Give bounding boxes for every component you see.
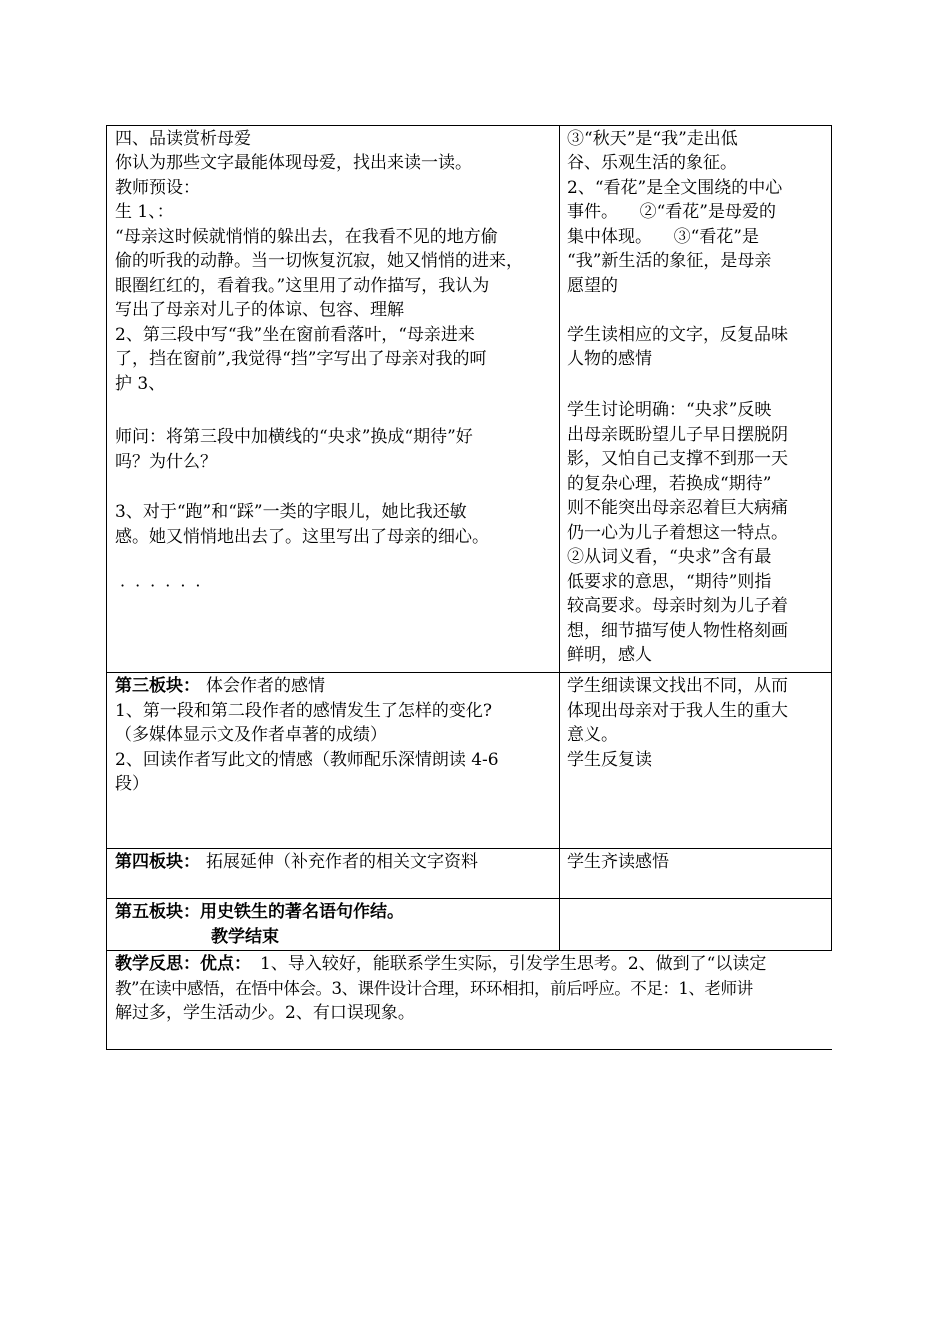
right-line-13: 的复杂心理，若换成“期待”	[567, 474, 772, 494]
right-line-8: 学生读相应的文字，反复品味	[567, 325, 788, 345]
block-3-right-line-3: 意义。	[567, 725, 618, 745]
row-divider-2	[106, 848, 832, 849]
student-1-label: 生 1、：	[115, 202, 174, 222]
quote-line-3: 眼圈红红的，看着我。”这里用了动作描写，我认为	[115, 276, 490, 296]
right-line-11: 出母亲既盼望儿子早日摆脱阴	[567, 425, 788, 445]
block-3-right-line-2: 体现出母亲对于我人生的重大	[567, 701, 788, 721]
right-line-9: 人物的感情	[567, 349, 652, 369]
right-line-1: ③“秋天”是“我”走出低	[567, 129, 738, 149]
point-2-line-2: 了，挡在窗前”,我觉得“挡”字写出了母亲对我的呵	[115, 349, 487, 369]
point-3-line-2: 感。她又悄悄地出去了。这里写出了母亲的细心。	[115, 527, 489, 547]
row-divider-3	[106, 898, 832, 899]
quote-line-4: 写出了母亲对儿子的体谅、包容、理解	[115, 300, 404, 320]
right-line-20: 鲜明，感人	[567, 645, 652, 665]
block-3-title: 体会作者的感情	[206, 676, 325, 696]
right-line-18: 较高要求。母亲时刻为儿子着	[567, 596, 788, 616]
block-3-right-line-1: 学生细读课文找出不同，从而	[567, 676, 788, 696]
block-3-line-3: 2、回读作者写此文的情感（教师配乐深情朗读 4-6	[115, 750, 499, 770]
right-line-5: 集中体现。 ③“看花”是	[567, 227, 759, 247]
reflection-line-2: 教”在读中感悟，在悟中体会。3、课件设计合理，环环相扣，前后呼应。不足：1、老师讲	[115, 979, 753, 998]
table-bottom-border	[106, 1049, 832, 1050]
right-line-10: 学生讨论明确：“央求”反映	[567, 400, 772, 420]
block-3-right-line-4: 学生反复读	[567, 750, 652, 770]
ellipsis-dots: ······	[120, 576, 211, 595]
row-divider-1	[106, 672, 832, 673]
point-2-line-3: 护 3、	[115, 374, 166, 394]
prompt-text: 你认为那些文字最能体现母爱，找出来读一读。	[115, 153, 472, 173]
reflection-line-1: 1、导入较好，能联系学生实际，引发学生思考。2、做到了“以读定	[260, 954, 767, 974]
preset-label: 教师预设：	[115, 178, 200, 198]
right-line-19: 想，细节描写使人物性格刻画	[567, 621, 788, 641]
right-line-15: 仍一心为儿子着想这一特点。	[567, 523, 788, 543]
block-3-line-4: 段）	[115, 774, 149, 794]
block-3-line-2: （多媒体显示文及作者卓著的成绩）	[115, 725, 387, 745]
right-line-17: 低要求的意思，“期待”则指	[567, 572, 772, 592]
teacher-question-line-1: 师问：将第三段中加横线的“央求”换成“期待”好	[115, 427, 473, 447]
right-line-6: “我”新生活的象征，是母亲	[567, 251, 772, 271]
lesson-end-text: 教学结束	[211, 927, 279, 947]
teacher-question-line-2: 吗？为什么？	[115, 452, 217, 472]
reflection-label: 教学反思：优点：	[115, 954, 251, 974]
right-line-12: 影，又怕自己支撑不到那一天	[567, 449, 788, 469]
point-3-line-1: 3、对于“跑”和“踩”一类的字眼儿，她比我还敏	[115, 502, 467, 522]
reflection-line-3: 解过多，学生活动少。2、有口误现象。	[115, 1003, 415, 1023]
right-line-4: 事件。 ②“看花”是母爱的	[567, 202, 776, 222]
row-divider-4	[106, 950, 832, 951]
right-line-3: 2、“看花”是全文围绕的中心	[567, 178, 783, 198]
right-line-14: 则不能突出母亲忍着巨大病痛	[567, 498, 788, 518]
quote-line-2: 偷的听我的动静。当一切恢复沉寂，她又悄悄的进来，	[115, 251, 523, 271]
right-line-7: 愿望的	[567, 276, 618, 296]
right-line-16: ②从词义看，“央求”含有最	[567, 547, 772, 567]
block-3-line-1: 1、第一段和第二段作者的感情发生了怎样的变化?	[115, 701, 492, 721]
table-top-border	[106, 125, 832, 126]
quote-line-1: “母亲这时候就悄悄的躲出去，在我看不见的地方偷	[115, 227, 498, 247]
block-3-label: 第三板块：	[115, 676, 200, 696]
block-4-text: 拓展延伸（补充作者的相关文字资料	[206, 852, 478, 872]
block-4-right-text: 学生齐读感悟	[567, 852, 669, 872]
right-line-2: 谷、乐观生活的象征。	[567, 153, 737, 173]
block-4-label: 第四板块：	[115, 852, 200, 872]
table-right-border	[831, 125, 832, 950]
point-2-line-1: 2、第三段中写“我”坐在窗前看落叶，“母亲进来	[115, 325, 475, 345]
section-heading: 四、品读赏析母爱	[115, 129, 251, 149]
table-left-border	[106, 125, 107, 1050]
column-divider	[559, 125, 560, 950]
block-5-text: 第五板块：用史铁生的著名语句作结。	[115, 902, 404, 922]
